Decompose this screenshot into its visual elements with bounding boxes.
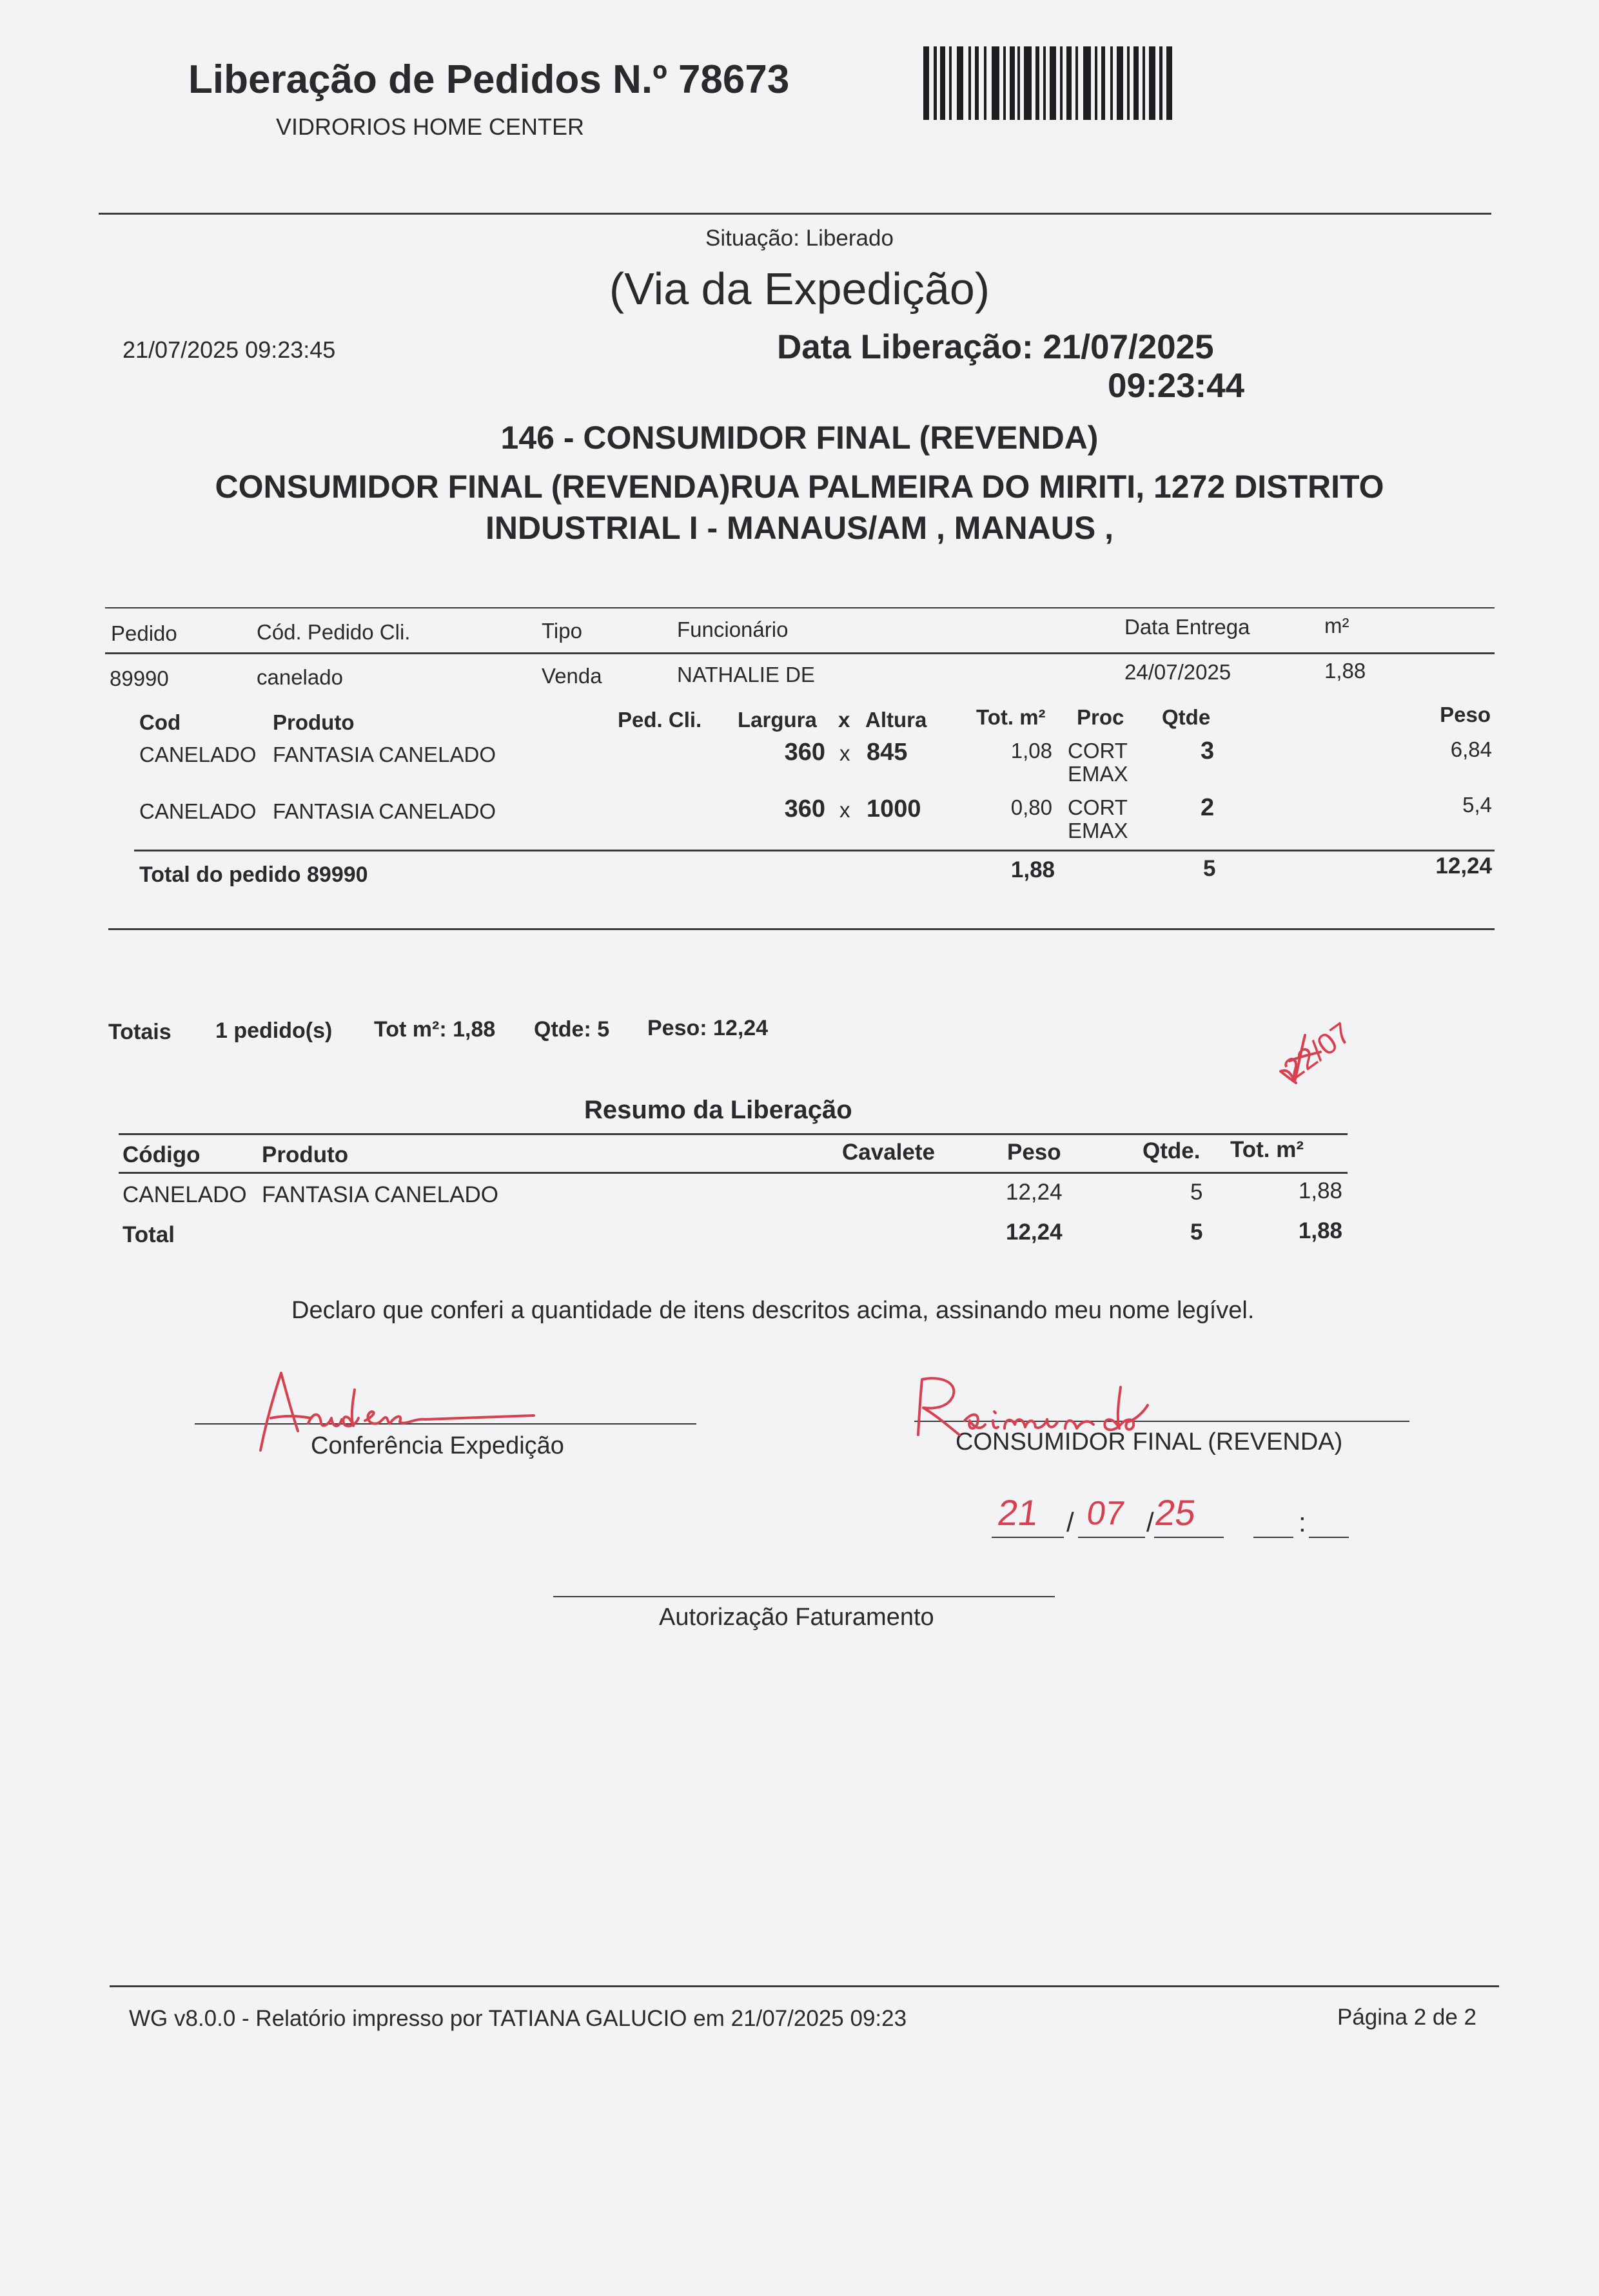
- date-line-day: [992, 1537, 1064, 1538]
- item-col-ped-cli: Ped. Cli.: [618, 708, 702, 732]
- company-name: VIDRORIOS HOME CENTER: [276, 113, 585, 140]
- date-line-year: [1154, 1537, 1224, 1538]
- totals-label: Totais: [108, 1020, 172, 1044]
- item-row-2-x: x: [839, 798, 850, 822]
- item-row-2-produto: FANTASIA CANELADO: [273, 799, 496, 823]
- date-separator-1: /: [1066, 1507, 1074, 1537]
- authorization-label: Autorização Faturamento: [659, 1604, 934, 1631]
- item-col-largura: Largura: [738, 708, 817, 732]
- barcode: [923, 46, 1172, 120]
- summary-row-codigo: CANELADO: [123, 1182, 247, 1207]
- summary-row-qtde: 5: [1190, 1180, 1203, 1205]
- item-row-2-cod: CANELADO: [139, 799, 257, 823]
- header-divider: [99, 213, 1491, 215]
- order-cell-tipo: Venda: [542, 664, 602, 688]
- order-table-bottom-rule: [108, 928, 1495, 930]
- col-header-data-entrega: Data Entrega: [1124, 615, 1250, 639]
- time-separator: :: [1299, 1507, 1306, 1537]
- summary-row-tot-m2: 1,88: [1298, 1178, 1342, 1203]
- summary-col-peso: Peso: [1007, 1140, 1061, 1165]
- item-col-proc: Proc: [1077, 705, 1124, 729]
- footer-rule: [110, 1985, 1499, 1987]
- handwritten-date-day: 21: [995, 1492, 1041, 1533]
- item-row-1-largura: 360: [784, 739, 825, 766]
- item-row-2-proc: CORT: [1068, 795, 1128, 819]
- item-row-1-altura: 845: [867, 739, 908, 766]
- item-row-2-largura: 360: [784, 795, 825, 822]
- authorization-line: [553, 1596, 1055, 1597]
- time-line-minutes: [1309, 1537, 1349, 1538]
- summary-total-peso: 12,24: [1006, 1220, 1063, 1245]
- item-col-peso: Peso: [1440, 703, 1491, 726]
- left-handwritten-signature: [251, 1367, 542, 1457]
- summary-total-tot-m2: 1,88: [1298, 1218, 1342, 1243]
- item-col-x: x: [838, 708, 850, 732]
- summary-col-cavalete: Cavalete: [842, 1140, 935, 1165]
- date-line-month: [1078, 1537, 1145, 1538]
- col-header-cod-pedido-cli: Cód. Pedido Cli.: [257, 620, 411, 644]
- totals-tot-m2: Tot m²: 1,88: [374, 1017, 496, 1042]
- summary-col-tot-m2: Tot. m²: [1230, 1137, 1304, 1162]
- item-row-1-tot-m2: 1,08: [1010, 739, 1052, 763]
- footer-print-info: WG v8.0.0 - Relatório impresso por TATIANA GALUCIO em 21/07/2025 09:23: [129, 2006, 907, 2031]
- time-line-hours: [1253, 1537, 1293, 1538]
- totals-peso: Peso: 12,24: [647, 1016, 769, 1040]
- item-col-cod: Cod: [139, 710, 181, 734]
- order-total-m2: 1,88: [1010, 857, 1055, 882]
- col-header-pedido: Pedido: [111, 621, 177, 645]
- customer-address-line2: INDUSTRIAL I - MANAUS/AM , MANAUS ,: [485, 510, 1114, 546]
- col-header-m2: m²: [1324, 614, 1349, 637]
- item-row-1-produto: FANTASIA CANELADO: [273, 743, 496, 766]
- release-time: 09:23:44: [1108, 367, 1245, 405]
- item-col-qtde: Qtde: [1162, 705, 1211, 729]
- summary-title: Resumo da Liberação: [584, 1096, 852, 1124]
- summary-col-produto: Produto: [262, 1142, 349, 1167]
- summary-header-rule: [119, 1172, 1348, 1174]
- order-cell-m2: 1,88: [1324, 659, 1366, 683]
- declaration-text: Declaro que conferi a quantidade de itens descritos acima, assinando meu nome legível.: [291, 1297, 1255, 1324]
- copy-label: (Via da Expedição): [609, 264, 990, 314]
- item-row-2-proc-2: EMAX: [1068, 819, 1128, 842]
- totals-pedidos: 1 pedido(s): [215, 1018, 333, 1043]
- summary-col-qtde: Qtde.: [1143, 1138, 1201, 1163]
- summary-total-qtde: 5: [1190, 1220, 1203, 1245]
- items-total-rule: [134, 850, 1495, 851]
- item-col-altura: Altura: [865, 708, 927, 732]
- totals-qtde: Qtde: 5: [534, 1017, 610, 1042]
- customer-address-line1: CONSUMIDOR FINAL (REVENDA)RUA PALMEIRA DO MIRITI, 1272 DISTRITO: [215, 469, 1384, 505]
- summary-total-label: Total: [123, 1222, 175, 1247]
- handwritten-date-annotation: 22/07: [1277, 1015, 1357, 1087]
- item-row-2-qtde: 2: [1201, 794, 1215, 821]
- right-handwritten-signature: [908, 1373, 1179, 1444]
- summary-top-rule: [119, 1133, 1348, 1135]
- item-row-1-proc-2: EMAX: [1068, 762, 1128, 786]
- item-row-2-peso: 5,4: [1462, 793, 1492, 817]
- order-total-label: Total do pedido 89990: [139, 862, 368, 887]
- col-header-funcionario: Funcionário: [677, 618, 789, 641]
- item-row-1-peso: 6,84: [1450, 737, 1492, 761]
- order-table-top-rule: [105, 607, 1495, 608]
- left-signature-label: Conferência Expedição: [311, 1432, 564, 1459]
- print-timestamp: 21/07/2025 09:23:45: [123, 336, 336, 363]
- item-row-2-tot-m2: 0,80: [1010, 795, 1052, 819]
- col-header-tipo: Tipo: [542, 619, 582, 643]
- order-cell-funcionario: NATHALIE DE: [677, 663, 815, 686]
- date-separator-2: /: [1146, 1507, 1154, 1537]
- handwritten-date-year: 25: [1152, 1492, 1199, 1533]
- release-date: Data Liberação: 21/07/2025: [777, 328, 1214, 366]
- item-row-1-proc: CORT: [1068, 739, 1128, 763]
- item-col-produto: Produto: [273, 710, 355, 734]
- right-signature-label: CONSUMIDOR FINAL (REVENDA): [956, 1428, 1343, 1455]
- summary-row-peso: 12,24: [1006, 1180, 1063, 1205]
- order-cell-pedido: 89990: [110, 666, 169, 690]
- order-total-qtde: 5: [1203, 856, 1216, 881]
- summary-col-codigo: Código: [123, 1142, 201, 1167]
- item-row-2-altura: 1000: [867, 795, 921, 822]
- order-table-header-rule: [105, 652, 1495, 654]
- order-total-peso: 12,24: [1435, 853, 1492, 879]
- status-text: Situação: Liberado: [705, 226, 894, 251]
- order-cell-cod-pedido-cli: canelado: [257, 665, 343, 689]
- item-row-1-qtde: 3: [1201, 737, 1215, 764]
- order-cell-data-entrega: 24/07/2025: [1124, 660, 1231, 684]
- customer-code-name: 146 - CONSUMIDOR FINAL (REVENDA): [500, 420, 1099, 456]
- document-title: Liberação de Pedidos N.º 78673: [188, 57, 790, 102]
- summary-row-produto: FANTASIA CANELADO: [262, 1182, 498, 1207]
- footer-page-number: Página 2 de 2: [1337, 2005, 1477, 2030]
- item-col-tot-m2: Tot. m²: [976, 705, 1046, 729]
- item-row-1-cod: CANELADO: [139, 743, 257, 766]
- handwritten-date-month: 07: [1084, 1495, 1127, 1532]
- item-row-1-x: x: [839, 741, 850, 765]
